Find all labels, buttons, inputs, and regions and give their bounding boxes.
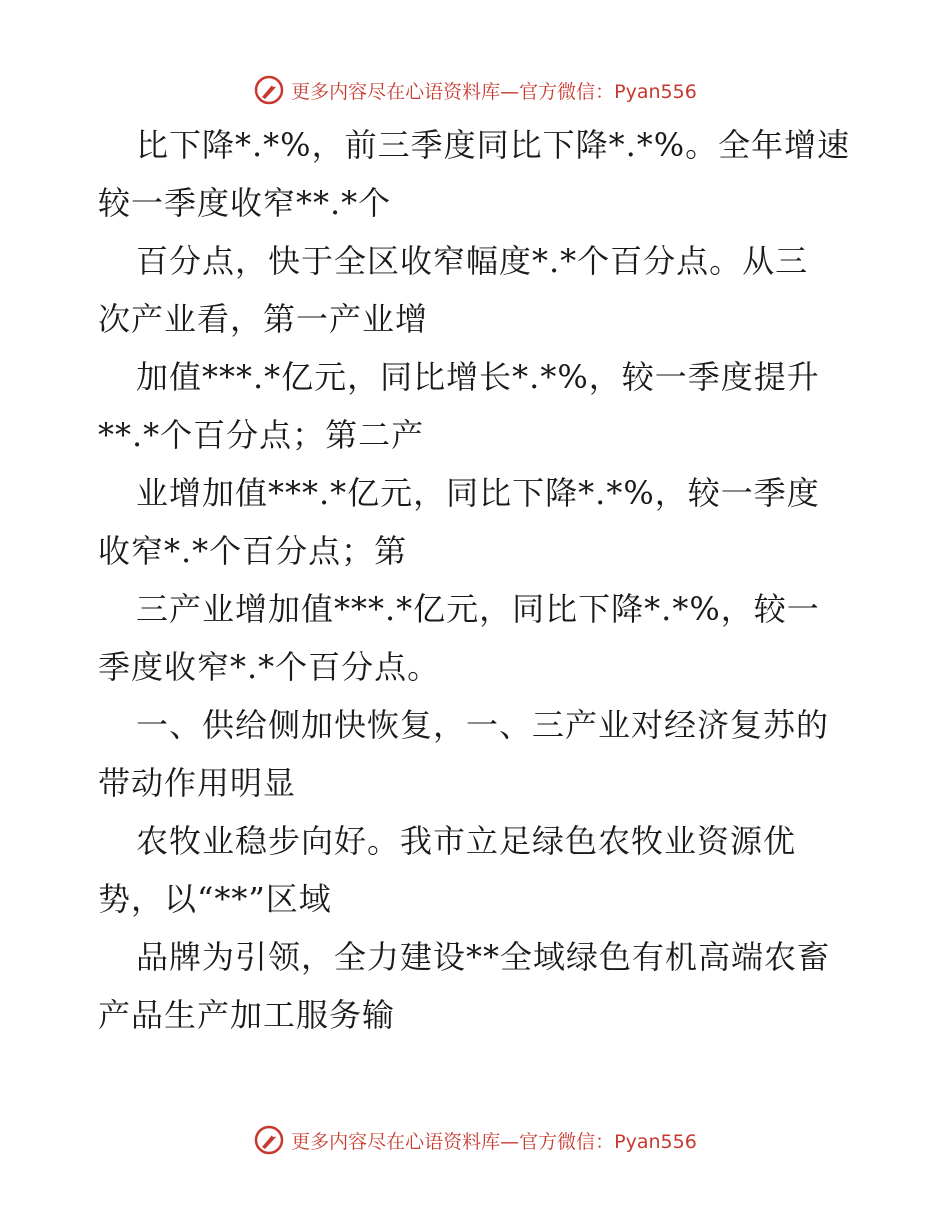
text-line: 比下降*.*%，前三季度同比下降*.*%。全年增速 — [136, 126, 851, 164]
text-line: 农牧业稳步向好。我市立足绿色农牧业资源优 — [136, 822, 797, 860]
text-line: 次产业看，第一产业增 — [98, 300, 429, 338]
pen-nib-circle-icon — [253, 74, 285, 106]
watermark-text: 更多内容尽在心语资料库—官方微信：Pyan556 — [291, 80, 697, 103]
text-line: 一、供给侧加快恢复，一、三产业对经济复苏的 — [136, 706, 830, 744]
text-line: 收窄*.*个百分点；第 — [98, 532, 408, 570]
text-line: 势，以“**”区域 — [98, 880, 332, 918]
text-line: 品牌为引领，全力建设**全域绿色有机高端农畜 — [136, 938, 831, 976]
text-line: 百分点，快于全区收窄幅度*.*个百分点。从三 — [136, 242, 809, 280]
footer-watermark-banner — [0, 1120, 950, 1160]
text-line: 较一季度收窄**.*个 — [98, 184, 392, 222]
text-line: 产品生产加工服务输 — [98, 996, 396, 1034]
text-line: **.*个百分点；第二产 — [98, 416, 425, 454]
text-line: 三产业增加值***.*亿元，同比下降*.*%，较一 — [136, 590, 820, 628]
text-line: 加值***.*亿元，同比增长*.*%，较一季度提升 — [136, 358, 820, 396]
text-line: 带动作用明显 — [98, 764, 297, 802]
document-body — [98, 116, 858, 1044]
header-watermark-banner — [0, 70, 950, 110]
text-line: 季度收窄*.*个百分点。 — [98, 648, 441, 686]
text-line: 业增加值***.*亿元，同比下降*.*%，较一季度 — [136, 474, 820, 512]
watermark-text: 更多内容尽在心语资料库—官方微信：Pyan556 — [291, 1130, 697, 1153]
pen-nib-circle-icon — [253, 1124, 285, 1156]
